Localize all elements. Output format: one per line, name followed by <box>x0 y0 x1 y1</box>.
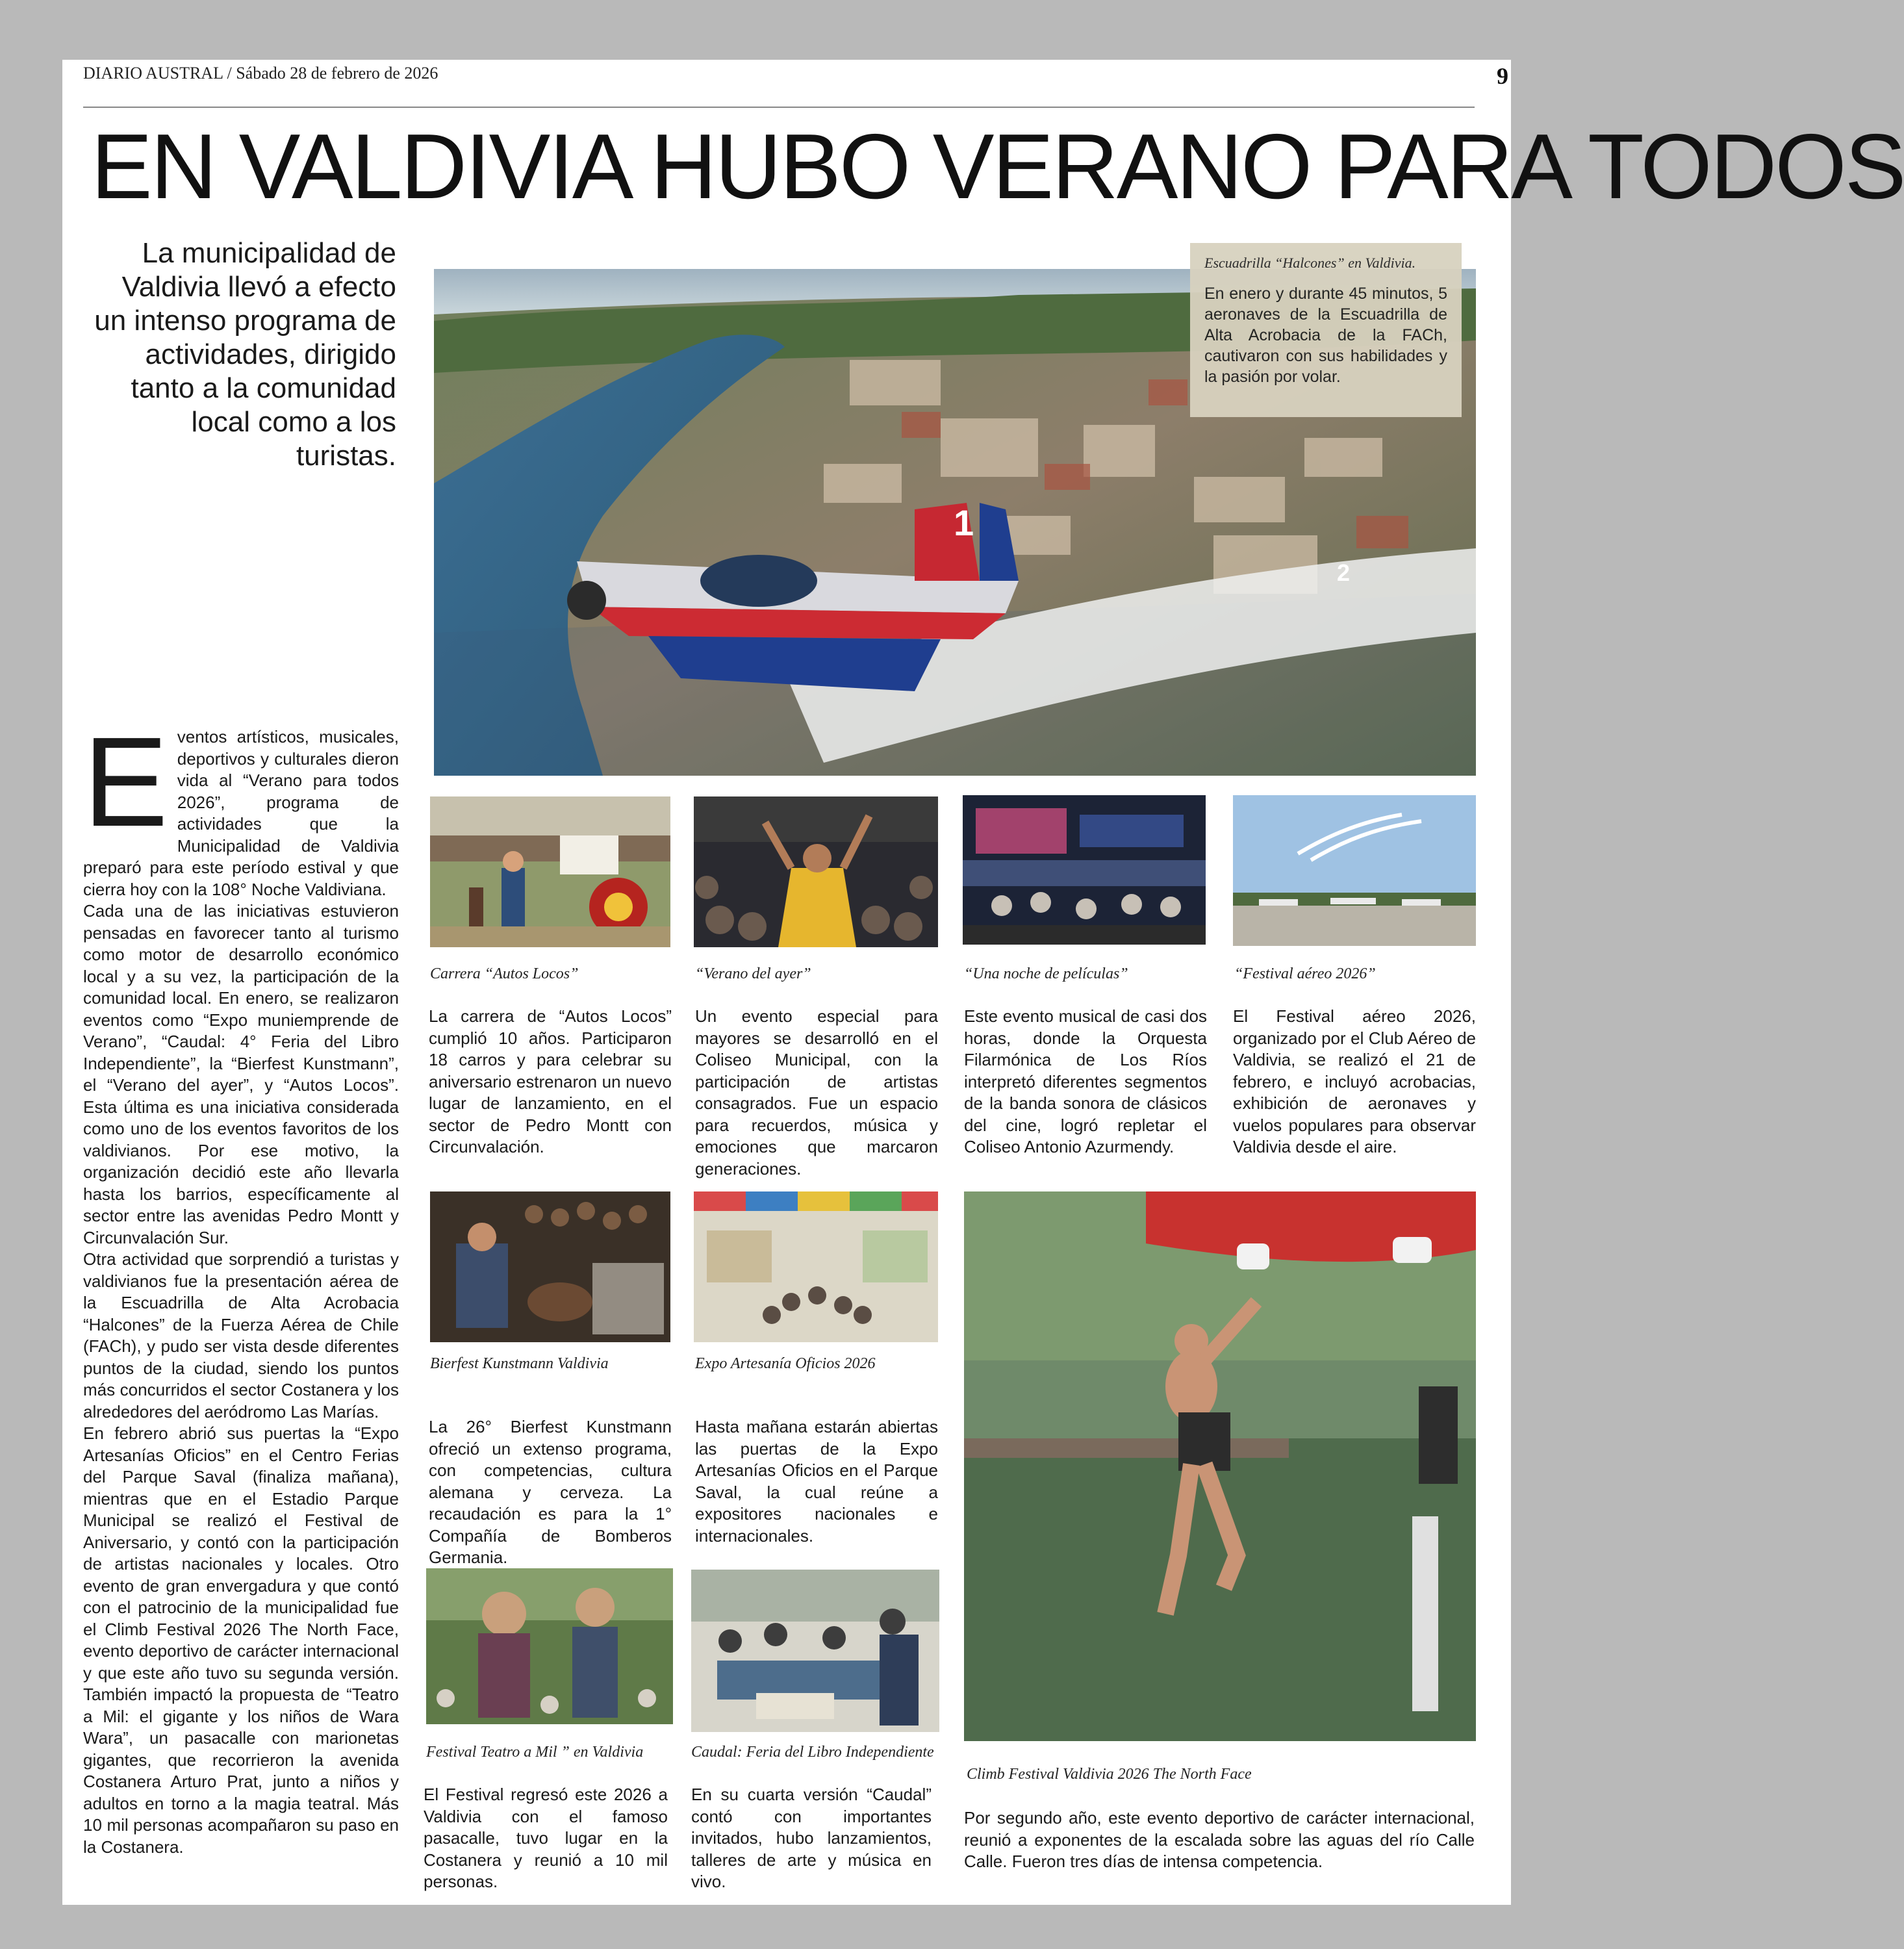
photo-noche-peliculas <box>963 795 1206 945</box>
caption-climb-festival: Climb Festival Valdivia 2026 The North Face <box>967 1766 1252 1783</box>
photo-expo-artesania <box>694 1191 938 1342</box>
text-verano-del-ayer: Un evento especial para mayores se desarrolló en el Coliseo Municipal, con la participación de artistas consagrados. Fue un espacio para recuerdos, música y emociones que marcaron generaciones. <box>695 1006 938 1178</box>
caption-noche-peliculas: “Una noche de películas” <box>964 965 1128 982</box>
plane-number-1: 1 <box>954 502 974 543</box>
caption-expo-artesania: Expo Artesanía Oficios 2026 <box>695 1355 876 1372</box>
photo-climb-festival <box>964 1191 1476 1741</box>
photo-teatro-a-mil <box>426 1568 673 1724</box>
drop-cap: E <box>83 711 168 853</box>
text-noche-peliculas: Este evento musical de casi dos horas, donde la Orquesta Filarmónica de Los Ríos interpretó diferentes segmentos de la banda sonora de clásicos del cine, logró repletar el Coliseo Antonio Azurmendy. <box>964 1006 1207 1156</box>
caption-caudal: Caudal: Feria del Libro Independiente <box>691 1744 934 1761</box>
main-photo-caption-text: En enero y durante 45 minutos, 5 aeronaves de la Escuadrilla de Alta Acrobacia de la FACh, cautivaron con sus habilidades y la pasión por volar. <box>1204 285 1447 386</box>
text-bierfest: La 26° Bierfest Kunstmann ofreció un extenso programa, con competencias, cultura alemana y cerveza. La recaudación es para la 1° Compañía de Bomberos Germania. <box>429 1417 672 1567</box>
main-photo-caption-box <box>1190 243 1462 417</box>
text-teatro-a-mil: El Festival regresó este 2026 a Valdivia con el famoso pasacalle, tuvo lugar en la Costanera y reunió a 10 mil personas. <box>424 1785 668 1891</box>
caption-autos-locos: Carrera “Autos Locos” <box>430 965 579 982</box>
article-body <box>83 711 399 1858</box>
photo-autos-locos <box>430 796 670 947</box>
caption-bierfest: Bierfest Kunstmann Valdivia <box>430 1355 609 1372</box>
caption-verano-del-ayer: “Verano del ayer” <box>695 965 811 982</box>
main-photo-caption-title: Escuadrilla “Halcones” en Valdivia. <box>1204 255 1416 271</box>
text-festival-aereo: El Festival aéreo 2026, organizado por el Club Aéreo de Valdivia, se realizó el 21 de febrero, e incluyó acrobacias, exhibición de aeronaves y vuelos populares para observar Valdivia desde el aire. <box>1233 1006 1476 1156</box>
photo-bierfest <box>430 1191 670 1342</box>
text-autos-locos: La carrera de “Autos Locos” cumplió 10 años. Participaron 18 carros y para celebrar su aniversario estrenaron un nuevo lugar de lanzamiento, en el sector de Pedro Montt con Circunvalación. <box>429 1006 672 1156</box>
header-rule <box>83 107 1475 108</box>
article-paragraph: Cada una de las iniciativas estuvieron pensadas en favorecer tanto al turismo como motor de desarrollo económico local y a su vez, la participación de la comunidad local. En enero, se realizaron eventos como “Expo muniemprende de Verano”, “Caudal: 4° Feria del Libro Independiente”, la “Bierfest Kunstmann”, el “Verano del ayer”, y “Autos Locos”. Esta última es una iniciativa considerada como uno de los eventos favoritos de los valdivianos. Por ese motivo, la organización decidió este año llevarla hasta los barrios, específicamente al sector entre las avenidas Pedro Montt y Circunvalación Sur. <box>83 901 399 1247</box>
plane-number-2: 2 <box>1337 559 1351 586</box>
headline: EN VALDIVIA HUBO VERANO PARA TODOS <box>91 115 1904 218</box>
masthead: DIARIO AUSTRAL / Sábado 28 de febrero de 2026 <box>83 64 438 83</box>
text-expo-artesania: Hasta mañana estarán abiertas las puertas de la Expo Artesanías Oficios en el Parque Saval, la cual reúne a expositores nacionales e internacionales. <box>695 1417 938 1546</box>
photo-verano-del-ayer <box>694 796 938 947</box>
caption-teatro-a-mil: Festival Teatro a Mil ” en Valdivia <box>426 1744 644 1761</box>
photo-festival-aereo <box>1233 795 1476 946</box>
article-paragraph: Otra actividad que sorprendió a turistas y valdivianos fue la presentación aérea de la Escuadrilla de Alta Acrobacia “Halcones” de la Fuerza Aérea de Chile (FACh), y pudo ser vista desde diferentes puntos de la ciudad, siendo los puntos más concurridos el sector Costanera y los alrededores del aeródromo Las Marías. <box>83 1249 399 1421</box>
article-paragraph: En febrero abrió sus puertas la “Expo Artesanías Oficios” en el Centro Ferias del Parque Saval (finaliza mañana), mientras que en el Estadio Parque Municipal se realizó el Festival de Aniversario, y contó con la participación de artistas nacionales y locales. Otro evento de gran envergadura y que contó con el patrocinio de la municipalidad fue el Climb Festival 2026 The North Face, evento deportivo de carácter internacional y que este año tuvo su segunda versión. También impactó la propuesta de “Teatro a Mil: el gigante y los niños de Wara Wara”, un pasacalle con marionetas gigantes, que recorrieron la avenida Costanera Arturo Prat, junto a niños y adultos en torno a la magia teatral. Más 10 mil personas acompañaron su paso en la Costanera. <box>83 1423 399 1857</box>
text-climb-festival: Por segundo año, este evento deportivo de carácter internacional, reunió a exponentes de la escalada sobre las aguas del río Calle Calle. Fueron tres días de intensa competencia. <box>964 1808 1475 1871</box>
page-number: 9 <box>1497 63 1508 89</box>
lead-paragraph: La municipalidad de Valdivia llevó a efecto un intenso programa de actividades, dirigido tanto a la comunidad local como a los turistas. <box>94 237 396 472</box>
caption-festival-aereo: “Festival aéreo 2026” <box>1234 965 1376 982</box>
article-paragraph: ventos artísticos, musicales, deportivos y culturales dieron vida al “Verano para todos 2026”, programa de actividades que la Municipalidad de Valdivia preparó para este período estival y que cierra hoy con la 108° Noche Valdiviana. <box>83 727 399 899</box>
text-caudal: En su cuarta versión “Caudal” contó con importantes invitados, hubo lanzamientos, talleres de arte y música en vivo. <box>691 1785 932 1891</box>
photo-caudal <box>691 1570 939 1732</box>
